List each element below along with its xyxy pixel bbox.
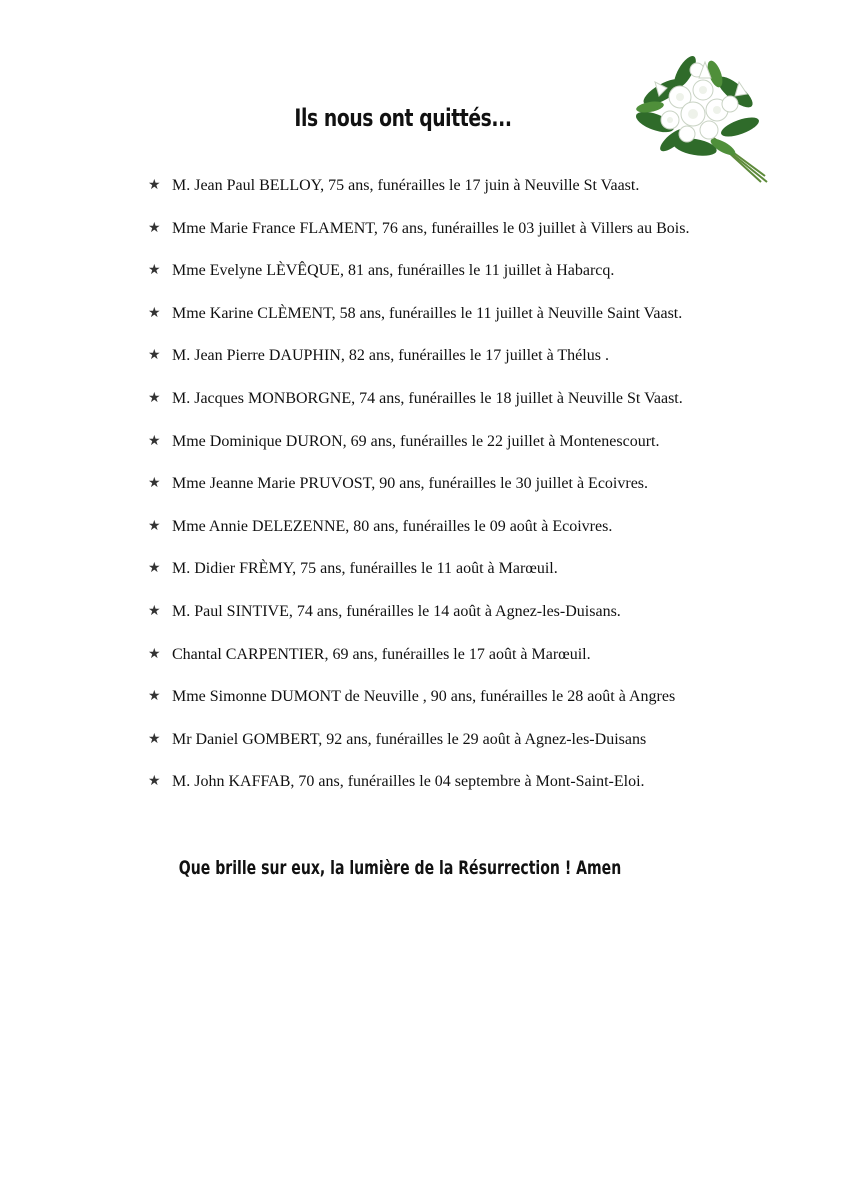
star-icon: ★: [148, 390, 161, 406]
obituary-text: Mr Daniel GOMBERT, 92 ans, funérailles le 29 août à Agnez-les-Duisans: [172, 730, 647, 748]
obituary-text: Chantal CARPENTIER, 69 ans, funérailles le 17 août à Marœuil.: [172, 645, 591, 663]
obituary-entry: [148, 729, 689, 772]
obituary-entry: [148, 558, 689, 601]
star-icon: ★: [148, 689, 161, 705]
star-icon: ★: [148, 348, 161, 364]
obituary-entry: [148, 516, 689, 559]
obituary-entry: [148, 771, 689, 814]
star-icon: ★: [148, 561, 161, 577]
obituary-text: M. Paul SINTIVE, 74 ans, funérailles le 14 août à Agnez-les-Duisans.: [172, 602, 621, 620]
obituary-text: Mme Dominique DURON, 69 ans, funérailles le 22 juillet à Montenescourt.: [172, 432, 660, 450]
obituary-text: M. Jean Pierre DAUPHIN, 82 ans, funérailles le 17 juillet à Thélus .: [172, 347, 609, 365]
star-icon: ★: [148, 263, 161, 279]
star-icon: ★: [148, 603, 161, 619]
obituary-text: M. Jacques MONBORGNE, 74 ans, funérailles le 18 juillet à Neuville St Vaast.: [172, 389, 683, 407]
obituary-entry: [148, 601, 689, 644]
obituary-text: Mme Karine CLÈMENT, 58 ans, funérailles le 11 juillet à Neuville Saint Vaast.: [172, 304, 683, 322]
obituary-list: [148, 175, 689, 814]
star-icon: ★: [148, 433, 161, 449]
obituary-entry: [148, 175, 689, 218]
star-icon: ★: [148, 731, 161, 747]
obituary-entry: [148, 260, 689, 303]
obituary-text: Mme Annie DELEZENNE, 80 ans, funérailles le 09 août à Ecoivres.: [172, 517, 613, 535]
obituary-text: Mme Jeanne Marie PRUVOST, 90 ans, funérailles le 30 juillet à Ecoivres.: [172, 475, 649, 493]
star-icon: ★: [148, 774, 161, 790]
page-title: Ils nous ont quittés...: [294, 104, 512, 132]
obituary-entry: [148, 431, 689, 474]
star-icon: ★: [148, 220, 161, 236]
obituary-entry: [148, 473, 689, 516]
obituary-entry: [148, 686, 689, 729]
obituary-text: Mme Simonne DUMONT de Neuville , 90 ans, funérailles le 28 août à Angres: [172, 688, 676, 706]
obituary-entry: [148, 644, 689, 687]
obituary-text: M. Jean Paul BELLOY, 75 ans, funérailles le 17 juin à Neuville St Vaast.: [172, 177, 640, 194]
star-icon: ★: [148, 518, 161, 534]
obituary-text: M. Didier FRÈMY, 75 ans, funérailles le 11 août à Marœuil.: [172, 560, 558, 578]
obituary-text: Mme Marie France FLAMENT, 76 ans, funérailles le 03 juillet à Villers au Bois.: [172, 219, 690, 237]
obituary-text: M. John KAFFAB, 70 ans, funérailles le 04 septembre à Mont-Saint-Eloi.: [172, 773, 645, 791]
obituary-entry: [148, 218, 689, 261]
star-icon: ★: [148, 646, 161, 662]
obituary-entry: [148, 303, 689, 346]
obituary-entry: [148, 388, 689, 431]
closing-prayer: Que brille sur eux, la lumière de la Résurrection ! Amen: [178, 857, 622, 879]
obituary-entry: [148, 345, 689, 388]
obituary-text: Mme Evelyne LÈVÊQUE, 81 ans, funérailles le 11 juillet à Habarcq.: [172, 262, 615, 280]
flower-bouquet-icon: [635, 52, 773, 187]
star-icon: ★: [148, 305, 161, 321]
star-icon: ★: [148, 476, 161, 492]
star-icon: ★: [148, 178, 161, 193]
